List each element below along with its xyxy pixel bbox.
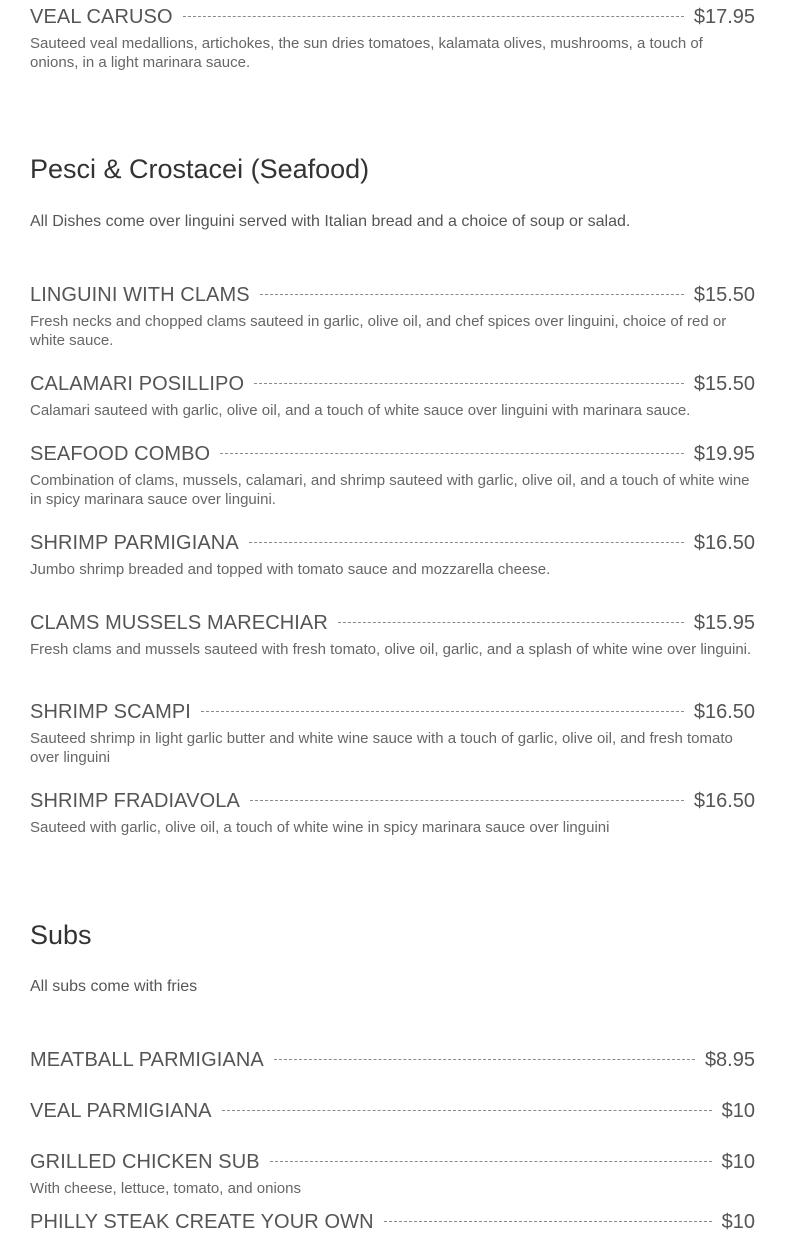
- section-note-seafood: All Dishes come over linguini served with Italian bread and a choice of soup or salad.: [30, 213, 631, 230]
- dotted-leader: [270, 1161, 712, 1162]
- item-name: LINGUINI WITH CLAMS: [30, 283, 250, 306]
- menu-item: [30, 441, 755, 509]
- dotted-leader: [260, 294, 684, 295]
- item-name: SEAFOOD COMBO: [30, 442, 211, 465]
- item-price: $10: [721, 1150, 755, 1173]
- item-description: Sauteed with garlic, olive oil, a touch of white wine in spicy marinara sauce over linguini: [30, 819, 610, 836]
- dotted-leader: [183, 16, 684, 17]
- item-header: [30, 1149, 755, 1175]
- item-price: $16.50: [693, 700, 755, 723]
- item-header: [30, 1098, 755, 1124]
- menu-item-veal-caruso: [30, 4, 755, 72]
- item-description: Sauteed shrimp in light garlic butter and white wine sauce with a touch of garlic, olive oil, and fresh tomato over linguini: [30, 730, 733, 766]
- menu-item: [30, 1098, 755, 1124]
- item-header: [30, 788, 755, 814]
- item-price: $15.50: [693, 283, 755, 306]
- item-price: $10: [721, 1210, 755, 1233]
- item-price: $15.50: [693, 372, 755, 395]
- item-description: Fresh necks and chopped clams sauteed in garlic, olive oil, and chef spices over linguini, choice of red or white sauce.: [30, 313, 727, 349]
- item-price: $17.95: [693, 5, 755, 28]
- dotted-leader: [220, 453, 684, 454]
- item-description: Jumbo shrimp breaded and topped with tomato sauce and mozzarella cheese.: [30, 561, 551, 578]
- dotted-leader: [274, 1059, 695, 1060]
- item-name: MEATBALL PARMIGIANA: [30, 1048, 264, 1071]
- item-name: CALAMARI POSILLIPO: [30, 372, 245, 395]
- item-name: SHRIMP FRADIAVOLA: [30, 789, 240, 812]
- item-name: GRILLED CHICKEN SUB: [30, 1150, 260, 1173]
- item-name: SHRIMP SCAMPI: [30, 700, 191, 723]
- menu-item: [30, 371, 755, 420]
- item-header: [30, 699, 755, 725]
- dotted-leader: [254, 383, 684, 384]
- item-header: [30, 4, 755, 30]
- item-price: $15.95: [693, 611, 755, 634]
- item-header: [30, 1209, 755, 1235]
- item-name: VEAL PARMIGIANA: [30, 1099, 212, 1122]
- item-description: With cheese, lettuce, tomato, and onions: [30, 1180, 301, 1197]
- item-description: Calamari sauteed with garlic, olive oil, and a touch of white sauce over linguini with marinara sauce.: [30, 402, 691, 419]
- item-name: PHILLY STEAK CREATE YOUR OWN: [30, 1210, 374, 1233]
- dotted-leader: [338, 622, 684, 623]
- item-header: [30, 441, 755, 467]
- section-title-seafood: Pesci & Crostacei (Seafood): [30, 154, 370, 184]
- menu-item: [30, 788, 755, 837]
- menu-item: [30, 610, 755, 659]
- item-price: $16.50: [693, 531, 755, 554]
- item-description: Fresh clams and mussels sauteed with fresh tomato, olive oil, garlic, and a splash of white wine over linguini.: [30, 641, 752, 658]
- item-price: $16.50: [693, 789, 755, 812]
- item-price: $10: [721, 1099, 755, 1122]
- section-note-subs: All subs come with fries: [30, 978, 198, 995]
- menu-item: [30, 1149, 755, 1198]
- dotted-leader: [249, 542, 684, 543]
- item-header: [30, 371, 755, 397]
- menu-item: [30, 1209, 755, 1235]
- item-name: CLAMS MUSSELS MARECHIAR: [30, 611, 328, 634]
- item-name: SHRIMP PARMIGIANA: [30, 531, 239, 554]
- item-header: [30, 610, 755, 636]
- item-description: Combination of clams, mussels, calamari, and shrimp sauteed with garlic, olive oil, and a touch of white wine in spicy marinara sauce over linguini.: [30, 472, 750, 508]
- menu-item: [30, 530, 755, 579]
- menu-item: [30, 1047, 755, 1073]
- item-price: $19.95: [693, 442, 755, 465]
- menu-item: [30, 282, 755, 350]
- item-name: VEAL CARUSO: [30, 5, 173, 28]
- dotted-leader: [384, 1221, 712, 1222]
- item-price: $8.95: [704, 1048, 755, 1071]
- dotted-leader: [250, 800, 684, 801]
- dotted-leader: [222, 1110, 712, 1111]
- item-header: [30, 1047, 755, 1073]
- item-description: Sauteed veal medallions, artichokes, the sun dries tomatoes, kalamata olives, mushrooms, a touch of onions, in a light marinara sauce.: [30, 35, 703, 71]
- section-title-subs: Subs: [30, 920, 92, 950]
- item-header: [30, 282, 755, 308]
- menu-item: [30, 699, 755, 767]
- dotted-leader: [201, 711, 684, 712]
- item-header: [30, 530, 755, 556]
